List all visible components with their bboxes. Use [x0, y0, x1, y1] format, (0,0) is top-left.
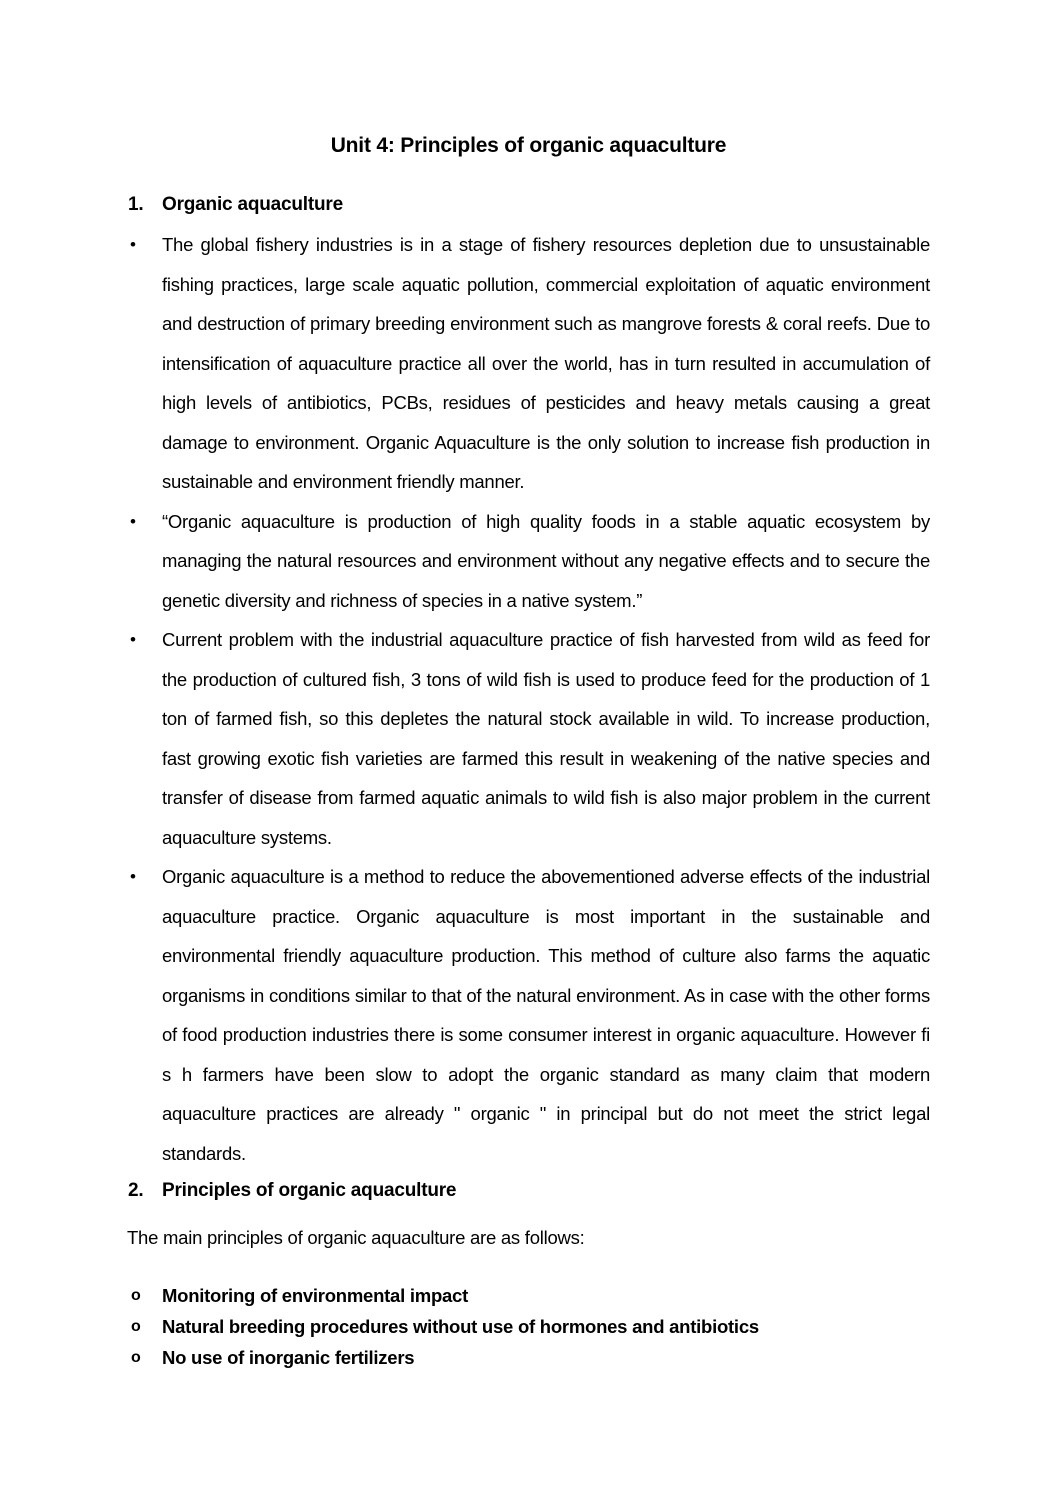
circle-bullet-icon: o — [131, 1349, 141, 1366]
section-label: Principles of organic aquaculture — [162, 1180, 457, 1201]
bullet-paragraph: Organic aquaculture is a method to reduce the abovementioned adverse effects of the industrial aquaculture practice. Organic aquaculture is most important in the sustainable and environmental friendly aquaculture production. This method of culture also farms the aquatic organisms in conditions similar to that of the natural environment. As in case with the other forms of food production industries there is some consumer interest in organic aquaculture. However fi s h farmers have been slow to adopt the organic standard as many claim that modern aquaculture practices are already " organic " in principal but do not meet the strict legal standards. — [162, 866, 930, 1164]
list-item — [127, 1311, 930, 1342]
bullet-icon: • — [130, 511, 136, 531]
section-heading-1 — [127, 193, 930, 216]
list-item — [127, 225, 930, 502]
intro-paragraph: The main principles of organic aquaculture are as follows: — [127, 1227, 585, 1248]
bullet-paragraph: Current problem with the industrial aquaculture practice of fish harvested from wild as feed for the production of cultured fish, 3 tons of wild fish is used to produce feed for the production of 1 ton of farmed fish, so this depletes the natural stock available in wild. To increase production, fast growing exotic fish varieties are farmed this result in weakening of the native species and transfer of disease from farmed aquatic animals to wild fish is also major problem in the current aquaculture systems. — [162, 629, 930, 848]
circle-bullet-icon: o — [131, 1287, 141, 1304]
section-label: Organic aquaculture — [162, 194, 343, 215]
bullet-paragraph: “Organic aquaculture is production of high quality foods in a stable aquatic ecosystem by managing the natural resources and environment without any negative effects and to secure the genetic diversity and richness of species in a native system.” — [162, 510, 930, 611]
principle-text: Natural breeding procedures without use of hormones and antibiotics — [162, 1316, 759, 1337]
list-item — [127, 620, 930, 857]
list-item — [127, 857, 930, 1173]
principle-text: No use of inorganic fertilizers — [162, 1347, 415, 1368]
principles-list — [127, 1280, 930, 1373]
list-item — [127, 1342, 930, 1373]
bullet-icon: • — [130, 630, 136, 649]
list-item — [127, 1280, 930, 1311]
list-item — [127, 502, 930, 621]
bullet-paragraph: The global fishery industries is in a stage of fishery resources depletion due to unsustainable fishing practices, large scale aquatic pollution, commercial exploitation of aquatic environment and destruction of primary breeding environment such as mangrove forests & coral reefs. Due to intensification of aquaculture practice all over the world, has in turn resulted in accumulation of high levels of antibiotics, PCBs, residues of pesticides and heavy metals causing a great damage to environment. Organic Aquaculture is the only solution to increase fish production in sustainable and environment friendly manner. — [162, 234, 930, 492]
section-number: 2. — [128, 1180, 144, 1201]
bullet-list — [127, 225, 930, 1173]
circle-bullet-icon: o — [131, 1318, 141, 1335]
bullet-icon: • — [130, 235, 136, 254]
section-heading-2 — [127, 1179, 930, 1202]
section-number: 1. — [128, 194, 144, 215]
bullet-icon: • — [130, 867, 136, 886]
page-title: Unit 4: Principles of organic aquaculture — [330, 134, 727, 157]
principle-text: Monitoring of environmental impact — [162, 1285, 469, 1306]
